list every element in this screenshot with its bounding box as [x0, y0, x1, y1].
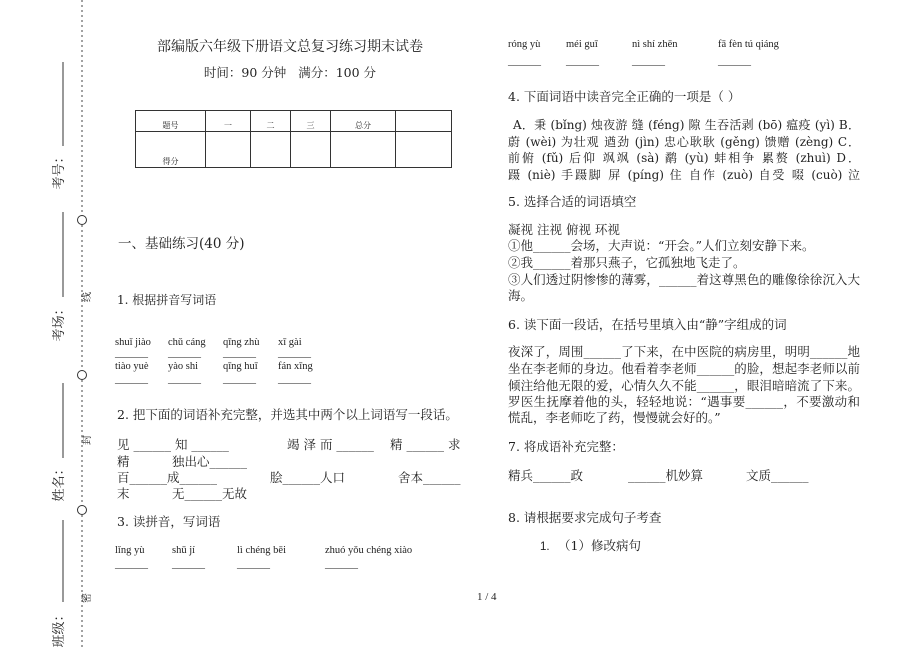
score-table: [135, 110, 452, 168]
q1-pinyin: qīng zhù: [223, 337, 260, 348]
score-header-part-2: 二: [251, 111, 291, 132]
q1-pinyin: fán xīng: [278, 361, 313, 372]
score-header-empty: [396, 111, 452, 132]
q5-sentence[interactable]: ③人们透过阴惨惨的薄雾，______着这尊黑色的雕像徐徐沉入大: [508, 272, 860, 287]
q1-pinyin: xī gài: [278, 337, 302, 348]
q4-option-line: 前俯 (fǔ) 后仰 飒飒 (sà) 鹬 (yù) 蚌相争 累赘 (zhuì) D．: [508, 151, 860, 165]
score-table-score-row: [136, 132, 452, 168]
q4-option-line: 蹑 (niè) 手蹑脚 屏 (píng) 住 自作 (zuò) 自受 啜 (cuò) 泣: [508, 168, 860, 182]
q5-title: 5. 选择合适的词语填空: [508, 194, 637, 209]
score-cell-part-3: [291, 132, 331, 168]
q3-pinyin: róng yù: [508, 39, 541, 50]
q6-title: 6. 读下面一段话，在括号里填入由“静”字组成的词: [508, 317, 787, 332]
q3-pinyin: fā fèn tú qiáng: [718, 39, 779, 50]
q5-sentence-continued: 海。: [508, 288, 534, 303]
q5-sentence[interactable]: ②我______着那只燕子，它孤独地飞走了。: [508, 255, 746, 270]
score-cell-part-2: [251, 132, 291, 168]
q6-passage-line[interactable]: 倾注给他无限的爱，心情久久不能______，眼泪暗暗流了下来。: [508, 378, 860, 393]
q1-pinyin: shuǐ jiào: [115, 337, 151, 348]
exam-room-label: 考场：: [52, 302, 67, 342]
seal-char-secret: 密: [82, 593, 93, 603]
q3-pinyin: lì chéng bēi: [237, 545, 286, 556]
binding-line-graphic: [0, 0, 100, 650]
page-title: 部编版六年级下册语文总复习练习期末试卷: [157, 39, 423, 55]
q2-idiom-fill[interactable]: 舍本______: [398, 470, 461, 485]
q8-sub-title: （1）修改病句: [558, 538, 641, 553]
q8-title: 8. 请根据要求完成句子考查: [508, 510, 662, 525]
q2-idiom-fill[interactable]: 独出心______: [172, 454, 248, 469]
q3-answer-blank[interactable]: ______: [508, 55, 541, 67]
q2-idiom-fill[interactable]: 脍______人口: [270, 470, 346, 485]
q8-sub-number: 1.: [540, 541, 550, 553]
score-header-part-1: 一: [206, 111, 251, 132]
score-cell-total: [331, 132, 396, 168]
binding-hole-1: [78, 216, 87, 225]
q3-answer-blank[interactable]: ______: [566, 55, 599, 67]
q7-idiom-fill[interactable]: ______机妙算: [628, 468, 704, 483]
q1-answer-blank[interactable]: ______: [278, 347, 311, 359]
q2-idiom-fill[interactable]: 百______成______: [117, 470, 218, 485]
q3-answer-blank[interactable]: ______: [632, 55, 665, 67]
q3-answer-blank[interactable]: ______: [325, 558, 358, 570]
q1-pinyin: tiào yuè: [115, 361, 149, 372]
q3-pinyin: shū jí: [172, 545, 196, 556]
q1-pinyin: yào shi: [168, 361, 199, 372]
name-label: 姓名：: [52, 462, 67, 502]
q1-answer-blank[interactable]: ______: [168, 373, 201, 385]
q7-title: 7. 将成语补充完整：: [508, 439, 624, 454]
q4-title: 4. 下面词语中读音完全正确的一项是（ ）: [508, 89, 741, 104]
q1-answer-blank[interactable]: ______: [168, 347, 201, 359]
score-header-question: 题号: [136, 111, 206, 132]
q3-pinyin: nì shí zhēn: [632, 39, 678, 50]
q5-sentence[interactable]: ①他______会场，大声说：“开会。”人们立刻安静下来。: [508, 238, 815, 253]
seal-char-line: 线: [82, 292, 93, 302]
q4-option-line: 蔚 (wèi) 为壮观 遒劲 (jìn) 忠心耿耿 (gěng) 馈赠 (zèng) C．: [508, 135, 860, 149]
score-table-header-row: [136, 111, 452, 132]
section-1-title: 一、基础练习(40 分): [118, 236, 245, 252]
q1-answer-blank[interactable]: ______: [115, 347, 148, 359]
q3-answer-blank[interactable]: ______: [115, 558, 148, 570]
q7-idiom-fill[interactable]: 精兵______政: [508, 468, 584, 483]
q3-pinyin: méi guī: [566, 39, 598, 50]
seal-char-seal: 封: [82, 435, 93, 445]
q2-idiom-fill[interactable]: 精 ______ 求: [390, 437, 461, 452]
q6-passage-line[interactable]: 夜深了，周围______了下来，在中医院的病房里，明明______地: [508, 344, 860, 359]
page-number: 1 / 4: [477, 591, 497, 603]
q1-answer-blank[interactable]: ______: [115, 373, 148, 385]
q1-answer-blank[interactable]: ______: [223, 373, 256, 385]
score-row-label: 得分: [136, 132, 206, 168]
score-cell-part-1: [206, 132, 251, 168]
q2-title: 2. 把下面的词语补充完整，并选其中两个以上词语写一段话。: [117, 407, 458, 422]
q4-option-line: A．秉 (bǐng) 烛夜游 缝 (féng) 隙 生吞活剥 (bō) 瘟疫 (yì) B．: [513, 118, 860, 132]
q6-passage-line: 慌乱，李老师吃了药，慢慢就会好的。”: [508, 410, 721, 425]
q1-title: 1. 根据拼音写词语: [117, 293, 217, 307]
q1-pinyin: qīng huī: [223, 361, 258, 372]
q3-answer-blank[interactable]: ______: [237, 558, 270, 570]
exam-meta: 时间：90 分钟 满分：100 分: [203, 65, 377, 80]
q2-idiom-fill: 精: [117, 454, 130, 469]
binding-hole-2: [78, 371, 87, 380]
q3-title: 3. 读拼音，写词语: [117, 514, 221, 529]
q2-idiom-fill[interactable]: 无______无故: [172, 486, 248, 501]
q6-passage-line[interactable]: 罗医生抚摩着他的头，轻轻地说：“遇事要______，不要激动和: [508, 394, 860, 409]
exam-number-label: 考号：: [52, 150, 67, 190]
q1-answer-blank[interactable]: ______: [278, 373, 311, 385]
binding-hole-3: [78, 506, 87, 515]
q2-idiom-fill: 末: [117, 486, 130, 501]
q3-answer-blank[interactable]: ______: [172, 558, 205, 570]
q3-pinyin: zhuó yǒu chéng xiào: [325, 545, 413, 556]
q2-idiom-fill[interactable]: 见 ______ 知 ______: [117, 437, 229, 452]
score-header-total: 总分: [331, 111, 396, 132]
q3-answer-blank[interactable]: ______: [718, 55, 751, 67]
q6-passage-line[interactable]: 坐在李老师的身边。他看着李老师______的脸，想起李老师以前: [508, 361, 860, 376]
score-cell-empty: [396, 132, 452, 168]
q1-answer-blank[interactable]: ______: [223, 347, 256, 359]
q2-idiom-fill[interactable]: 竭 泽 而 ______: [287, 437, 374, 452]
q7-idiom-fill[interactable]: 文质______: [746, 468, 809, 483]
class-label: 班级：: [52, 608, 67, 648]
q3-pinyin: lǐng yù: [115, 545, 145, 556]
score-header-part-3: 三: [291, 111, 331, 132]
q1-pinyin: chǔ cáng: [168, 337, 206, 348]
q5-word-bank: 凝视 注视 俯视 环视: [508, 222, 620, 237]
